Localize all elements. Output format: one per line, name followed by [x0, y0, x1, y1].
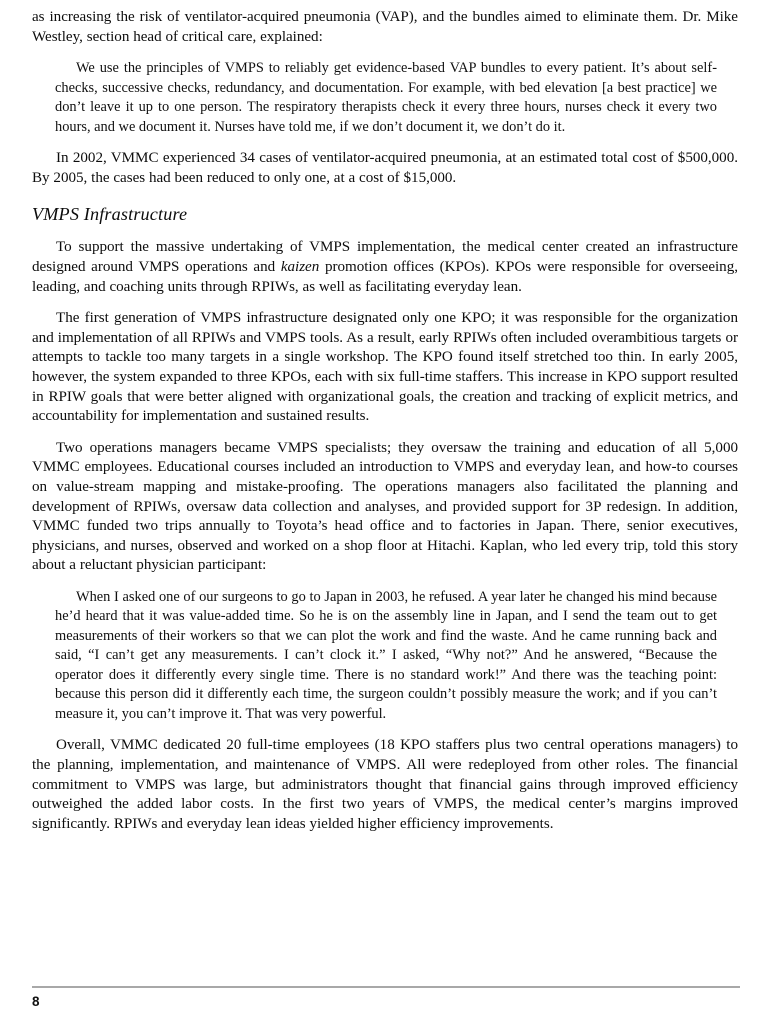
blockquote-kaplan-surgeon: When I asked one of our surgeons to go to Japan in 2003, he refused. A year later he changed his mind because he’d heard that it was value-added time. So he is on the assembly line in Japan, and I send the team out to get measurements of their workers so that we can plot the work and find the waste. And he came running back and said, “I can’t get any measurements. I can’t clock it.” I asked, “Why not?” And he answered, “Because the operator does it differently every single time. There is no standard work!” And there was the teaching point: because this person did it differently each time, the surgeon couldn’t possibly measure the work; and if you can’t measure it, you can’t improve it. That was very powerful.: [55, 588, 717, 722]
paragraph-kpo-infrastructure: [32, 238, 738, 297]
page-content: [32, 8, 738, 846]
paragraph-vap-statistics: In 2002, VMMC experienced 34 cases of ventilator-acquired pneumonia, at an estimated total cost of $500,000. By 2005, the cases had been reduced to only one, at a cost of $15,000.: [32, 150, 738, 186]
paragraph-kpo-text-after: promotion offices (KPOs). KPOs were responsible for overseeing, leading, and coaching units through RPIWs, as well as facilitating everyday lean.: [32, 258, 738, 295]
paragraph-first-generation-kpo: The first generation of VMPS infrastructure designated only one KPO; it was responsible for the organization and implementation of all RPIWs and VMPS tools. As a result, early RPIWs often included overambitious targets or attempts to tackle too many targets in a single workshop. The KPO found itself stretched too thin. In early 2005, however, the system expanded to three KPOs, each with six full-time staffers. This increase in KPO support resulted in RPIW goals that were better aligned with organizational goals, the creation and tracking of explicit metrics, and accountability for implementation and sustained results.: [32, 310, 738, 425]
paragraph-operations-managers: Two operations managers became VMPS specialists; they oversaw the training and education of all 5,000 VMMC employees. Educational courses included an introduction to VMPS and everyday lean, and how-to courses on value-stream mapping and mistake-proofing. The operations managers also facilitated the planning and development of RPIWs, oversaw data collection and analyses, and provided support for 3P redesign. In addition, VMMC funded two trips annually to Toyota’s head office and to factories in Japan. There, senior executives, physicians, and nurses, observed and worked on a shop floor at Hitachi. Kaplan, who led every trip, told this story about a reluctant physician participant:: [32, 439, 738, 574]
paragraph-overall-commitment: Overall, VMMC dedicated 20 full-time employees (18 KPO staffers plus two central operations managers) to the planning, implementation, and maintenance of VMPS. All were redeployed from other roles. The financial commitment to VMPS was large, but administrators thought that financial gains through improved efficiency outweighed the added labor costs. In the first two years of VMPS, the medical center’s margins improved significantly. RPIWs and everyday lean ideas yielded higher efficiency improvements.: [32, 737, 738, 832]
blockquote-westley: We use the principles of VMPS to reliably get evidence-based VAP bundles to every patient. It’s about self-checks, successive checks, redundancy, and documentation. For example, with bed elevation [a best practice] we don’t leave it up to one person. The respiratory therapists check it every three hours, nurses check it every two hours, and we document it. Nurses have told me, if we don’t document it, we don’t do it.: [55, 60, 717, 135]
paragraph-kpo-text-before: To support the massive undertaking of VMPS implementation, the medical center created an infrastructure designed around VMPS operations and: [32, 239, 738, 275]
paragraph-vap-intro: as increasing the risk of ventilator-acquired pneumonia (VAP), and the bundles aimed to eliminate them. Dr. Mike Westley, section head of critical care, explained:: [32, 9, 738, 45]
italic-term-kaizen: kaizen: [280, 258, 320, 275]
page-footer: [32, 986, 740, 1010]
page-number: 8: [32, 994, 40, 1009]
footer-divider: [32, 986, 740, 988]
heading-vmps-infrastructure: VMPS Infrastructure: [32, 204, 188, 225]
